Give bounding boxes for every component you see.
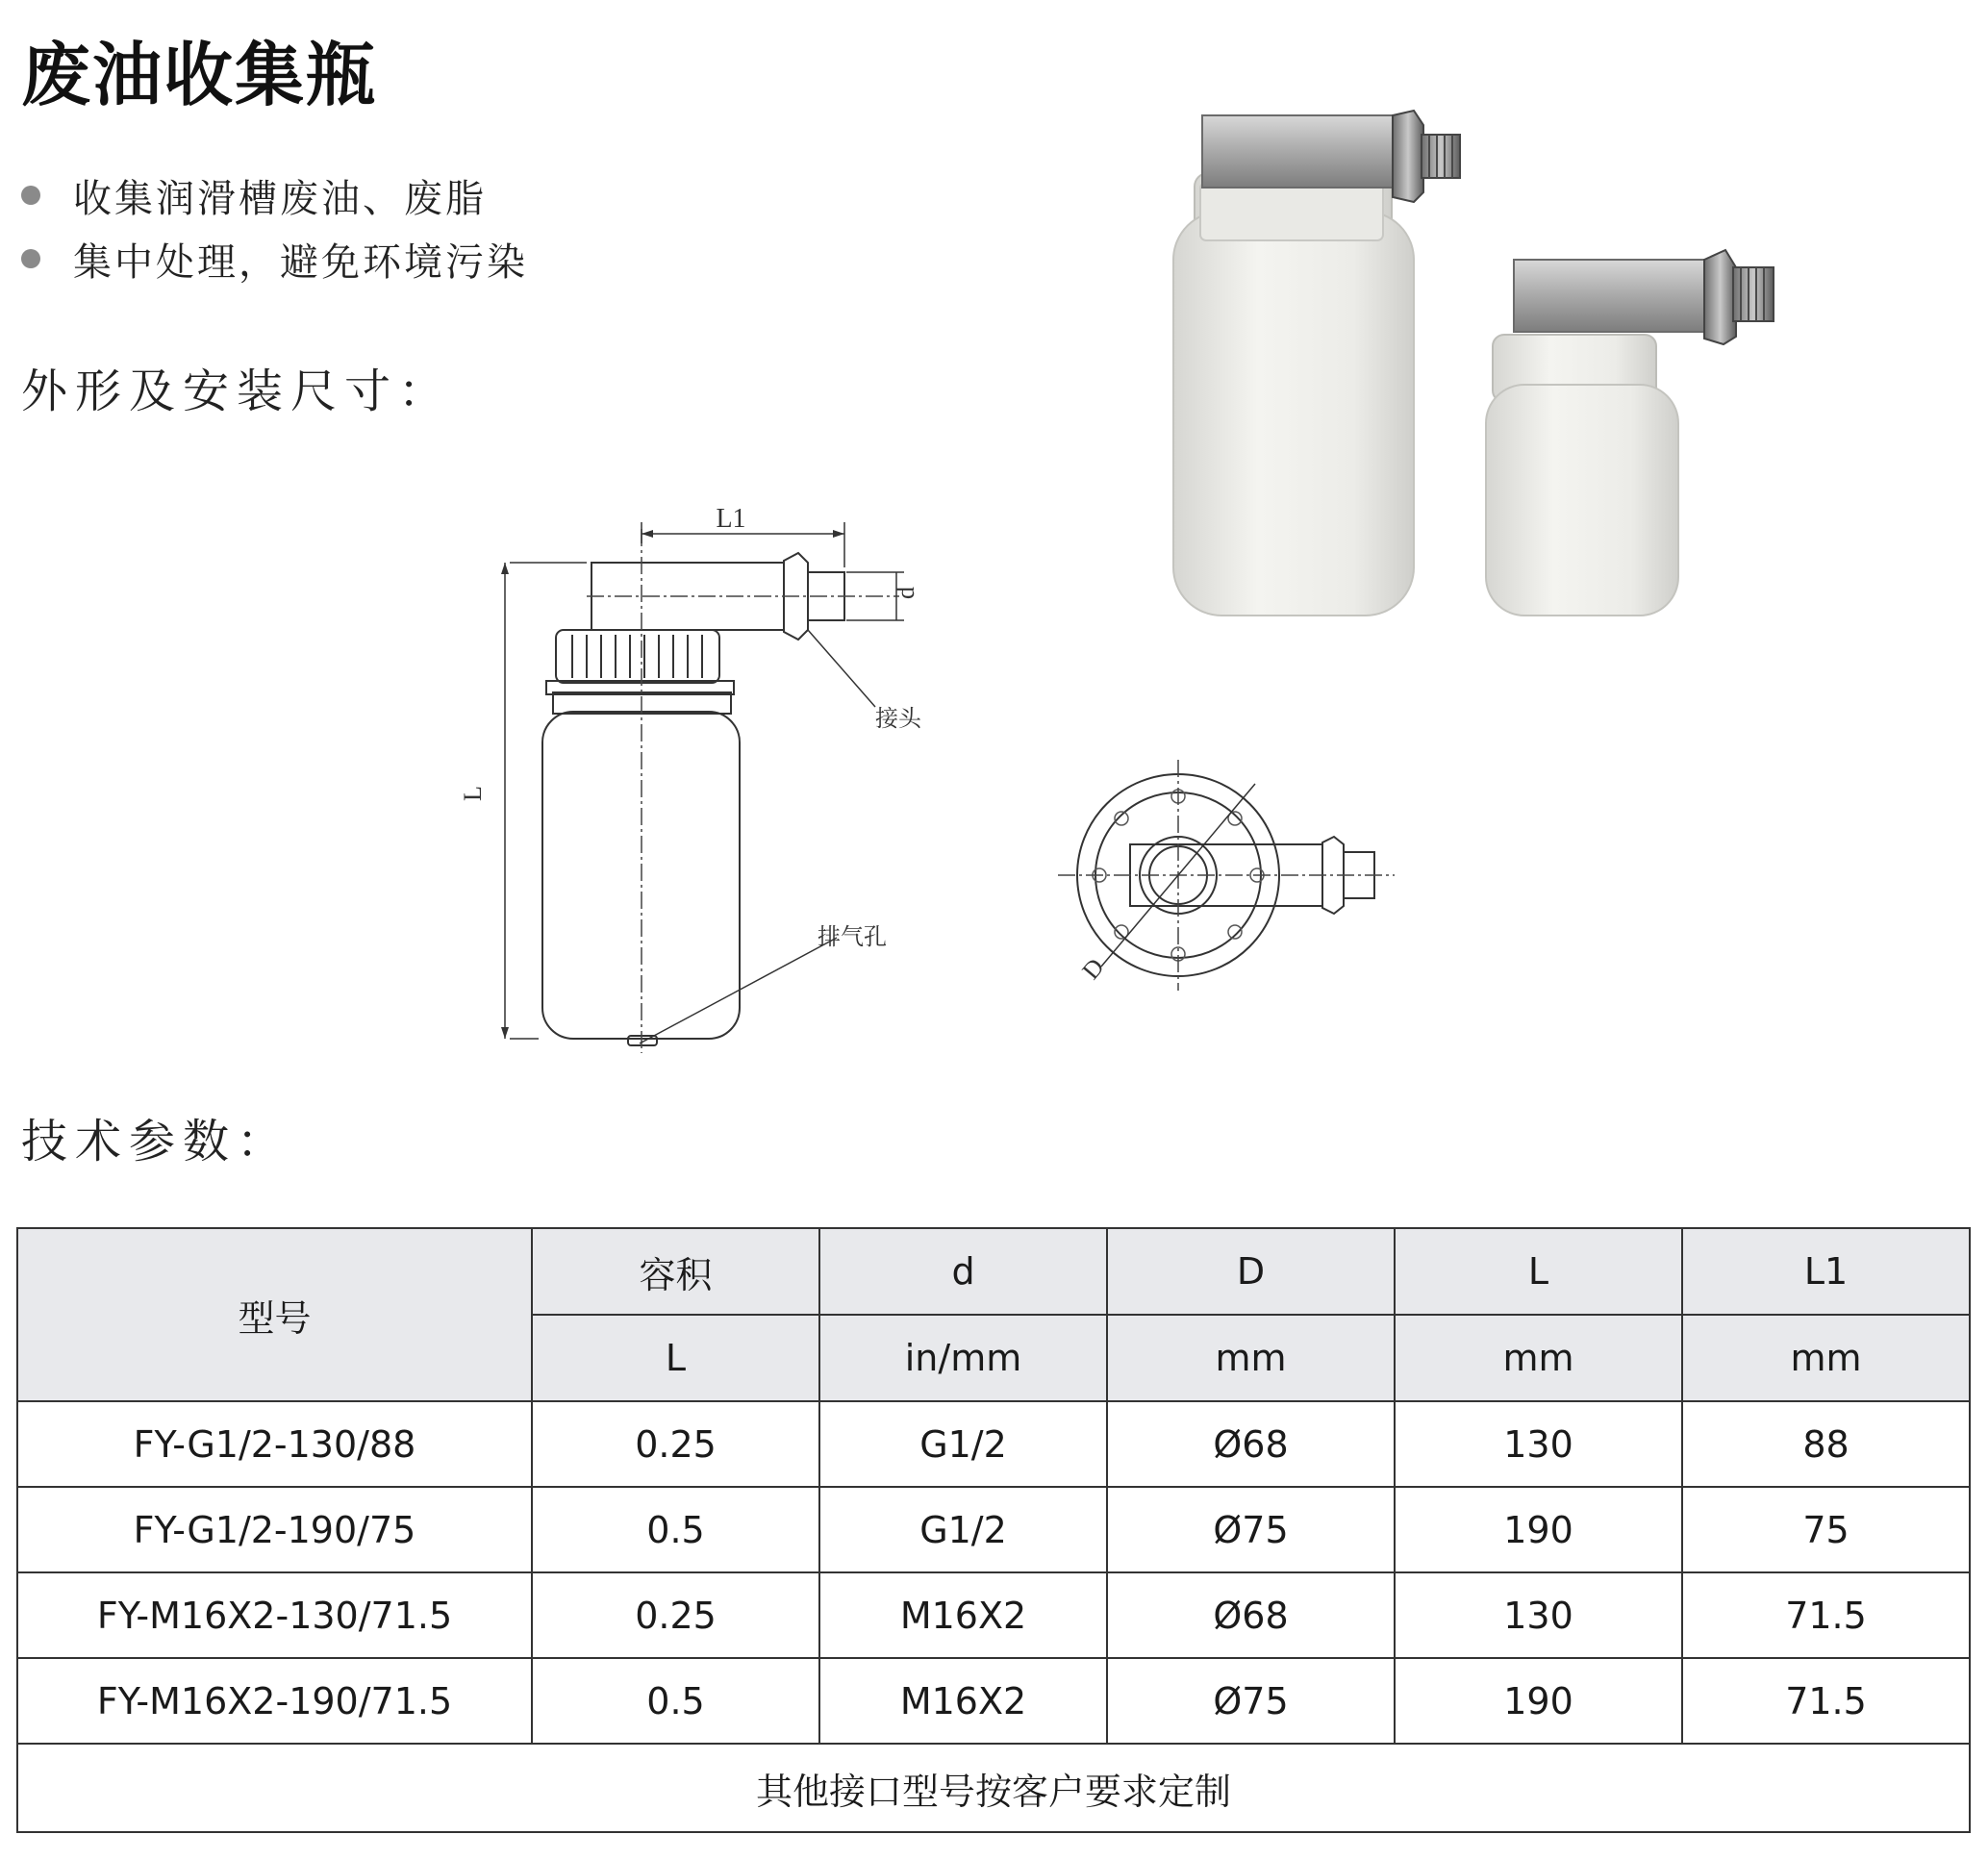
header-D: D [1107, 1228, 1395, 1315]
cell-L1: 88 [1682, 1401, 1970, 1487]
dim-label-l1: L1 [716, 504, 746, 534]
feature-item [21, 227, 528, 290]
header-d: d [819, 1228, 1107, 1315]
unit-L: mm [1395, 1315, 1682, 1401]
spec-table [16, 1227, 1971, 1833]
cell-L: 190 [1395, 1658, 1682, 1744]
table-row [17, 1572, 1970, 1658]
unit-L1: mm [1682, 1315, 1970, 1401]
cell-D: Ø68 [1107, 1572, 1395, 1658]
unit-D: mm [1107, 1315, 1395, 1401]
cell-d: M16X2 [819, 1572, 1107, 1658]
page-title: 废油收集瓶 [21, 35, 378, 115]
cell-volume: 0.25 [532, 1572, 819, 1658]
cell-model: FY-M16X2-190/71.5 [17, 1658, 532, 1744]
large-bottle [1173, 111, 1460, 616]
table-footer-note: 其他接口型号按客户要求定制 [17, 1744, 1970, 1832]
cell-D: Ø75 [1107, 1658, 1395, 1744]
feature-text: 收集润滑槽废油、废脂 [73, 176, 487, 221]
table-row [17, 1401, 1970, 1487]
cell-volume: 0.5 [532, 1658, 819, 1744]
unit-volume: L [532, 1315, 819, 1401]
cell-model: FY-G1/2-190/75 [17, 1487, 532, 1572]
cell-volume: 0.25 [532, 1401, 819, 1487]
callout-joint: 接头 [875, 707, 921, 732]
top-view-drawing [1044, 750, 1409, 1000]
cell-d: M16X2 [819, 1658, 1107, 1744]
section-heading-dimensions: 外形及安装尺寸： [21, 364, 453, 418]
cell-L1: 71.5 [1682, 1572, 1970, 1658]
cell-L1: 75 [1682, 1487, 1970, 1572]
cell-model: FY-G1/2-130/88 [17, 1401, 532, 1487]
header-L: L [1395, 1228, 1682, 1315]
cell-D: Ø75 [1107, 1487, 1395, 1572]
header-model: 型号 [17, 1228, 532, 1401]
cell-model: FY-M16X2-130/71.5 [17, 1572, 532, 1658]
cell-D: Ø68 [1107, 1401, 1395, 1487]
section-heading-tech-params: 技术参数： [21, 1115, 291, 1169]
cell-d: G1/2 [819, 1487, 1107, 1572]
product-photo [1145, 96, 1837, 635]
cell-L: 130 [1395, 1401, 1682, 1487]
feature-list [21, 163, 528, 290]
header-volume: 容积 [532, 1228, 819, 1315]
cell-volume: 0.5 [532, 1487, 819, 1572]
callout-vent: 排气孔 [818, 925, 887, 950]
header-L1: L1 [1682, 1228, 1970, 1315]
table-header-row [17, 1228, 1970, 1315]
dim-label-l: L [459, 786, 487, 801]
table-row [17, 1658, 1970, 1744]
cell-L: 130 [1395, 1572, 1682, 1658]
table-footer-row [17, 1744, 1970, 1832]
feature-item [21, 163, 528, 227]
small-bottle [1486, 250, 1774, 616]
unit-d: in/mm [819, 1315, 1107, 1401]
dim-label-d-large: D [1076, 952, 1110, 985]
side-view-drawing [452, 486, 933, 1063]
cell-L1: 71.5 [1682, 1658, 1970, 1744]
cell-d: G1/2 [819, 1401, 1107, 1487]
feature-text: 集中处理，避免环境污染 [73, 239, 528, 285]
dim-label-d-small: d [892, 587, 919, 599]
bullet-dot-icon [21, 249, 40, 268]
cell-L: 190 [1395, 1487, 1682, 1572]
bullet-dot-icon [21, 186, 40, 205]
table-row [17, 1487, 1970, 1572]
